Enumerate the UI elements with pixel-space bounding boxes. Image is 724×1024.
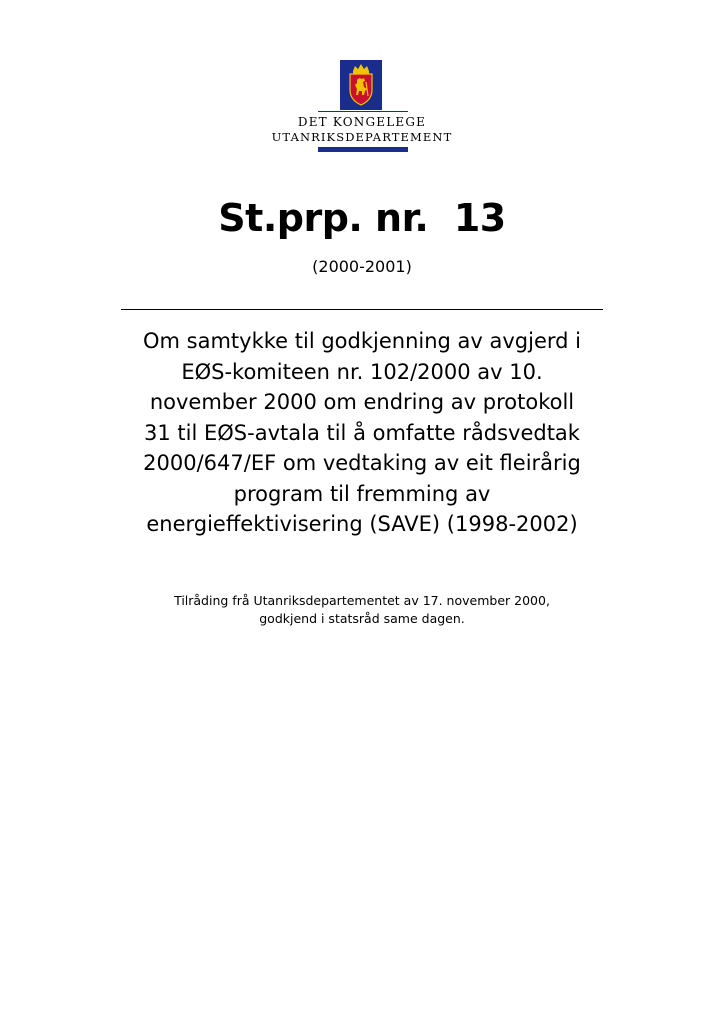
ministry-name-line1: DET KONGELEGE [297, 115, 427, 129]
ministry-name-line2: UTANRIKSDEPARTEMENT [271, 130, 453, 144]
recommendation-note: Tilråding frå Utanriksdepartementet av 17. november 2000, godkjend i statsråd same dagen. [174, 593, 550, 626]
title-divider [121, 309, 603, 310]
document-session-years: (2000-2001) [312, 257, 412, 276]
document-title: St.prp. nr. 13 [218, 196, 506, 240]
norwegian-coat-of-arms-icon [340, 60, 382, 110]
ministry-rule-top [318, 111, 408, 112]
ministry-rule-bottom [318, 147, 408, 152]
document-subject: Om samtykke til godkjenning av avgjerd i EØS-komiteen nr. 102/2000 av 10. november 2000 om endring av protokoll 31 til EØS-avtala til å omfatte rådsvedtak 2000/647/EF om vedtaking av eit fleirårig program til fremming av energieffektivisering (SAVE) (1998-2002) [143, 329, 581, 536]
